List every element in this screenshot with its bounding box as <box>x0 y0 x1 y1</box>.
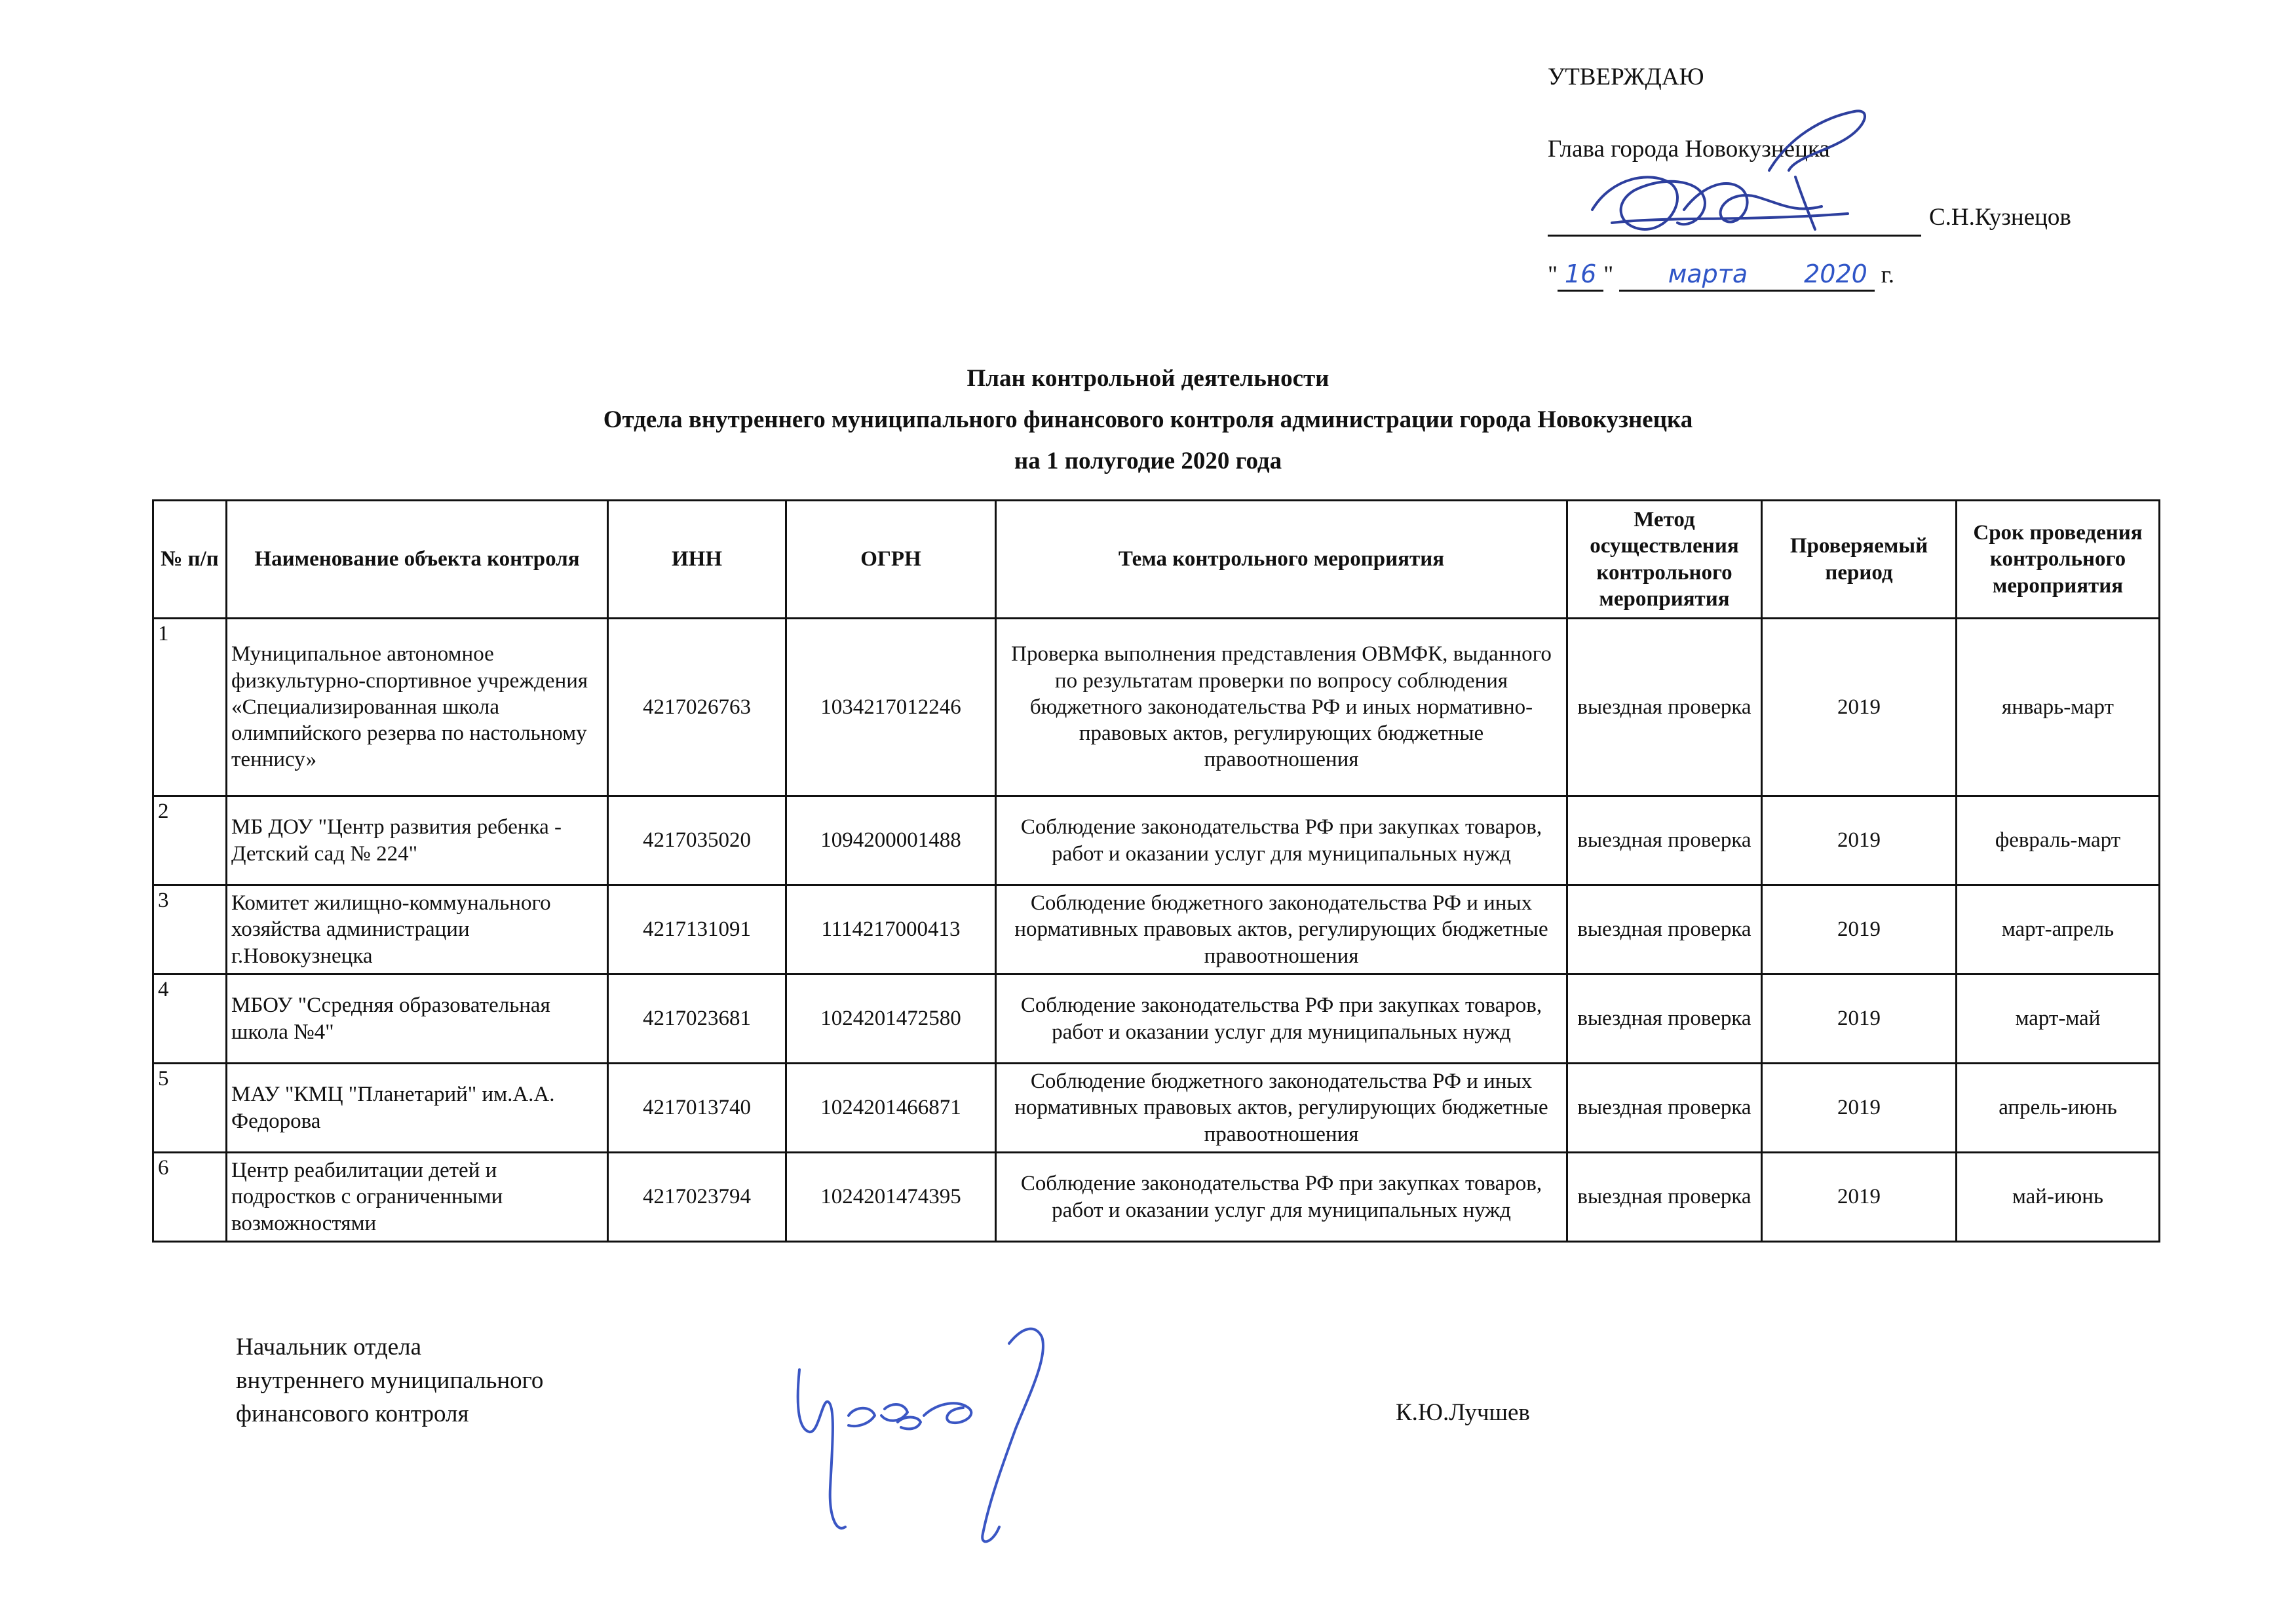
header-object: Наименование объекта контроля <box>227 501 608 619</box>
footer-position-line-3: финансового контроля <box>236 1400 469 1427</box>
cell-inn: 4217026763 <box>608 619 786 796</box>
cell-object: Комитет жилищно-коммунального хозяйства администрации г.Новокузнецка <box>227 885 608 974</box>
cell-topic: Проверка выполнения представления ОВМФК, выданного по результатам проверки по вопросу соблюдения бюджетного законодательства РФ и иных нормативно-правовых актов, регулирующих бюджетные правоотношения <box>996 619 1567 796</box>
cell-num: 6 <box>153 1153 227 1242</box>
cell-period: 2019 <box>1762 796 1957 885</box>
table-row <box>153 974 2160 1064</box>
header-ogrn: ОГРН <box>786 501 996 619</box>
cell-object: Муниципальное автономное физкультурно-спортивное учреждения «Специализированная школа олимпийского резерва по настольному теннису» <box>227 619 608 796</box>
cell-topic: Соблюдение законодательства РФ при закупках товаров, работ и оказании услуг для муниципальных нужд <box>996 974 1567 1064</box>
cell-method: выездная проверка <box>1567 1064 1762 1153</box>
approver-name: С.Н.Кузнецов <box>1929 204 2071 231</box>
cell-term: март-май <box>1957 974 2160 1064</box>
title-line-3: на 1 полугодие 2020 года <box>1014 448 1282 474</box>
cell-ogrn: 1024201466871 <box>786 1064 996 1153</box>
date-quote-close: " <box>1603 261 1614 288</box>
cell-inn: 4217013740 <box>608 1064 786 1153</box>
approval-date <box>1548 260 1894 292</box>
cell-object: МБ ДОУ "Центр развития ребенка - Детский сад № 224" <box>227 796 608 885</box>
table-row <box>153 619 2160 796</box>
date-month: марта <box>1619 260 1796 292</box>
date-year: 2020 <box>1796 260 1875 292</box>
cell-term: январь-март <box>1957 619 2160 796</box>
date-suffix: г. <box>1881 261 1894 288</box>
cell-method: выездная проверка <box>1567 796 1762 885</box>
cell-topic: Соблюдение законодательства РФ при закупках товаров, работ и оказании услуг для муниципальных нужд <box>996 1153 1567 1242</box>
cell-method: выездная проверка <box>1567 974 1762 1064</box>
cell-period: 2019 <box>1762 619 1957 796</box>
cell-topic: Соблюдение законодательства РФ при закупках товаров, работ и оказании услуг для муниципальных нужд <box>996 796 1567 885</box>
cell-method: выездная проверка <box>1567 619 1762 796</box>
cell-num: 4 <box>153 974 227 1064</box>
cell-num: 1 <box>153 619 227 796</box>
cell-ogrn: 1024201474395 <box>786 1153 996 1242</box>
approve-label: УТВЕРЖДАЮ <box>1548 64 1704 90</box>
table-row <box>153 796 2160 885</box>
header-topic: Тема контрольного мероприятия <box>996 501 1567 619</box>
header-period: Проверяемый период <box>1762 501 1957 619</box>
head-signature <box>783 1317 1098 1553</box>
footer-position-line-2: внутреннего муниципального <box>236 1367 544 1394</box>
date-quote-open: " <box>1548 261 1558 288</box>
control-plan-table <box>152 499 2160 1243</box>
header-num: № п/п <box>153 501 227 619</box>
cell-topic: Соблюдение бюджетного законодательства РФ и иных нормативных правовых актов, регулирующих бюджетные правоотношения <box>996 1064 1567 1153</box>
table-row <box>153 1153 2160 1242</box>
footer-signer-name: К.Ю.Лучшев <box>1396 1399 1530 1426</box>
cell-object: МБОУ "Ссредняя образовательная школа №4" <box>227 974 608 1064</box>
approver-signature <box>1573 98 1887 249</box>
footer-block <box>236 1330 543 1431</box>
header-inn: ИНН <box>608 501 786 619</box>
cell-ogrn: 1094200001488 <box>786 796 996 885</box>
cell-inn: 4217023794 <box>608 1153 786 1242</box>
cell-ogrn: 1034217012246 <box>786 619 996 796</box>
date-day: 16 <box>1558 260 1603 292</box>
cell-period: 2019 <box>1762 974 1957 1064</box>
cell-inn: 4217131091 <box>608 885 786 974</box>
header-method: Метод осуществления контрольного мероприятия <box>1567 501 1762 619</box>
cell-inn: 4217023681 <box>608 974 786 1064</box>
cell-num: 2 <box>153 796 227 885</box>
cell-period: 2019 <box>1762 1064 1957 1153</box>
cell-ogrn: 1024201472580 <box>786 974 996 1064</box>
cell-method: выездная проверка <box>1567 885 1762 974</box>
cell-num: 5 <box>153 1064 227 1153</box>
cell-method: выездная проверка <box>1567 1153 1762 1242</box>
cell-period: 2019 <box>1762 885 1957 974</box>
cell-term: май-июнь <box>1957 1153 2160 1242</box>
cell-ogrn: 1114217000413 <box>786 885 996 974</box>
table-row <box>153 885 2160 974</box>
table-header-row <box>153 501 2160 619</box>
cell-object: МАУ "КМЦ "Планетарий" им.А.А. Федорова <box>227 1064 608 1153</box>
cell-inn: 4217035020 <box>608 796 786 885</box>
cell-term: февраль-март <box>1957 796 2160 885</box>
title-line-1: План контрольной деятельности <box>966 365 1330 392</box>
approver-position: Глава города Новокузнецка <box>1548 136 1830 163</box>
cell-period: 2019 <box>1762 1153 1957 1242</box>
title-line-2: Отдела внутреннего муниципального финансового контроля администрации города Новокузнецка <box>603 406 1693 433</box>
cell-object: Центр реабилитации детей и подростков с ограниченными возможностями <box>227 1153 608 1242</box>
cell-topic: Соблюдение бюджетного законодательства РФ и иных нормативных правовых актов, регулирующих бюджетные правоотношения <box>996 885 1567 974</box>
cell-term: апрель-июнь <box>1957 1064 2160 1153</box>
document-title <box>0 358 2296 482</box>
cell-term: март-апрель <box>1957 885 2160 974</box>
header-term: Срок проведения контрольного мероприятия <box>1957 501 2160 619</box>
cell-num: 3 <box>153 885 227 974</box>
footer-position-line-1: Начальник отдела <box>236 1334 422 1360</box>
table-row <box>153 1064 2160 1153</box>
